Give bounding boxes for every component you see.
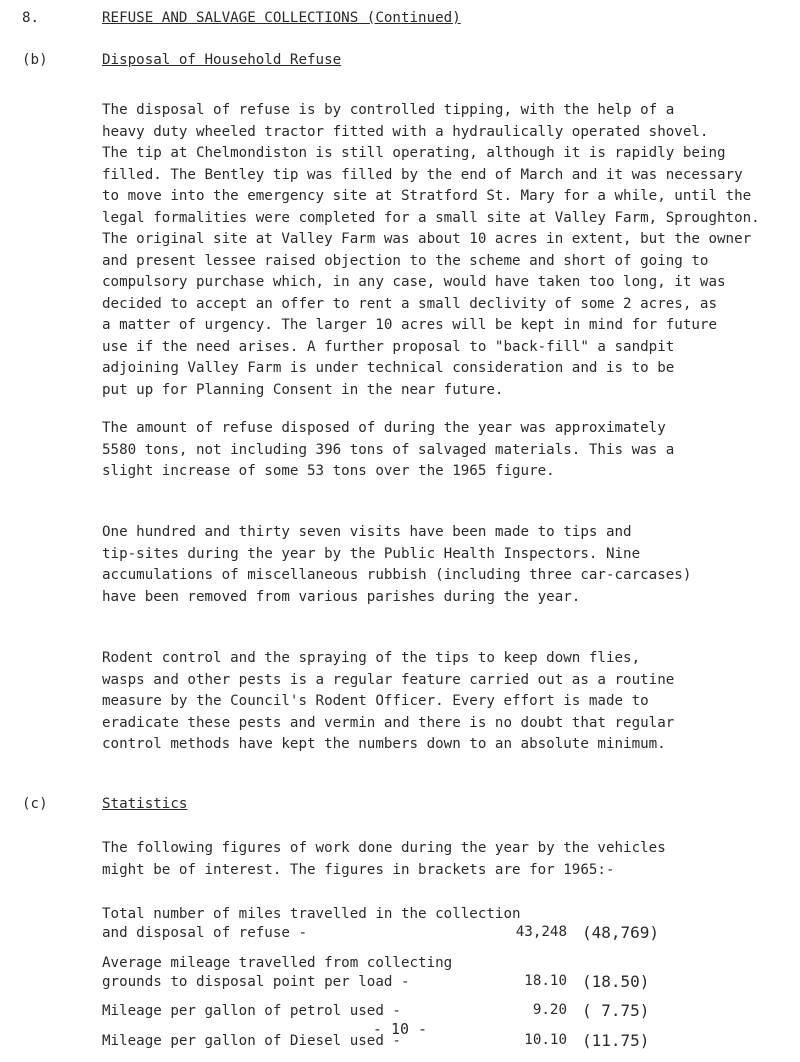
paragraph-tip-visits: One hundred and thirty seven visits have been made to tips and tip-sites during the year by the Public Health Inspectors. Nine accumulations of miscellaneous rubbish (including three car-carcases) have been removed from various parishes during the year. [102,524,692,605]
stat-row-total-miles [102,905,792,947]
section-title: REFUSE AND SALVAGE COLLECTIONS (Continued) [102,10,461,26]
stat-previous-value: ( 7.75) [582,1001,650,1020]
statistics-intro: The following figures of work done during the year by the vehicles might be of interest. The figures in brackets are for 1965:- [102,840,666,878]
stat-label: Average mileage travelled from collecting grounds to disposal point per load - [102,955,453,990]
stat-value: 9.20 [532,1002,567,1018]
stat-value: 10.10 [524,1032,567,1048]
subsection-c-heading: Statistics [102,796,188,812]
paragraph-rodent-control: Rodent control and the spraying of the tips to keep down flies, wasps and other pests is a regular feature carried out as a routine measure by the Council's Rodent Officer. Every effort is made to eradicate these pests and vermin and there is no doubt that regular control methods have kept the numbers down to an absolute minimum. [102,650,675,752]
paragraph-refuse-amount: The amount of refuse disposed of during the year was approximately 5580 tons, not including 396 tons of salvaged materials. This was a slight increase of some 53 tons over the 1965 figure. [102,420,675,479]
stat-row-average-mileage [102,954,792,996]
subsection-c-marker: (c) [22,796,48,812]
stat-label: Total number of miles travelled in the collection and disposal of refuse - [102,906,521,941]
stat-value: 43,248 [515,924,567,940]
section-number: 8. [22,10,40,26]
stat-value: 18.10 [524,973,567,989]
stat-label: Mileage per gallon of petrol used - [102,1003,401,1019]
stat-previous-value: (48,769) [582,923,660,942]
statistics-table [102,905,792,1062]
subsection-b-marker: (b) [22,52,48,68]
subsection-b-heading: Disposal of Household Refuse [102,52,342,68]
stat-label: Mileage per gallon of Diesel used - [102,1033,401,1049]
stat-previous-value: (11.75) [582,1031,650,1050]
stat-previous-value: (18.50) [582,972,650,991]
page-number: - 10 - [372,1020,428,1038]
paragraph-disposal-method: The disposal of refuse is by controlled tipping, with the help of a heavy duty wheeled tractor fitted with a hydraulically operated shovel. The tip at Chelmondiston is still operating, although it is rapidly being filled. The Bentley tip was filled by the end of March and it was necessary to move into the emergency site at Stratford St. Mary for a while, until the legal formalities were completed for a small site at Valley Farm, Sproughton. The original site at Valley Farm was about 10 acres in extent, but the owner and present lessee raised objection to the scheme and short of going to compulsory purchase which, in any case, would have taken too long, it was decided to accept an offer to rent a small declivity of some 2 acres, as a matter of urgency. The larger 10 acres will be kept in mind for future use if the need arises. A further proposal to "back-fill" a sandpit adjoining Valley Farm is under technical consideration and is to be put up for Planning Consent in the near future. [102,102,760,398]
